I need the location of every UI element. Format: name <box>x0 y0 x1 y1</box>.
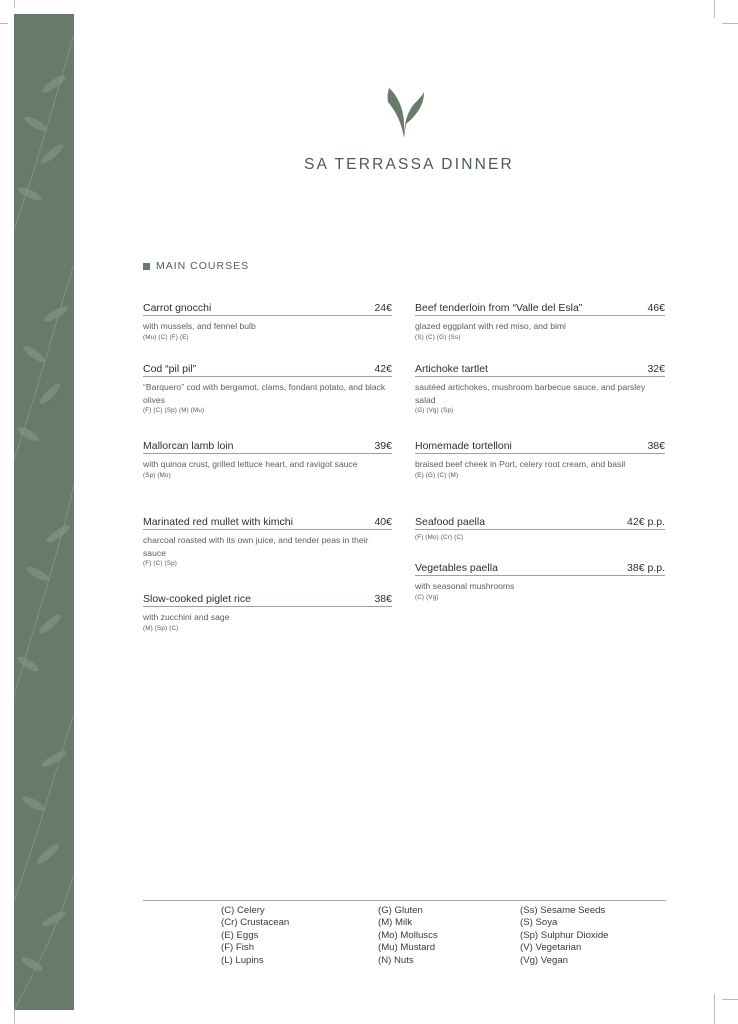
dish-price: 39€ <box>374 440 392 452</box>
dish-allergens: (E) (G) (C) (M) <box>415 471 459 479</box>
dish-item <box>415 363 665 414</box>
dish-item <box>143 440 392 479</box>
allergen-legend-col1 <box>221 905 289 967</box>
dish-allergens: (F) (Mo) (Cr) (C) <box>415 534 464 541</box>
crop-mark <box>714 994 715 1024</box>
allergen-legend-col3 <box>520 905 609 967</box>
dish-allergens: (C) (Vg) <box>415 593 439 601</box>
legend-item: (Vg) Vegan <box>520 954 569 966</box>
dish-allergens: (F) (C) (Sp) (M) (Mu) <box>143 407 205 414</box>
legend-item: (N) Nuts <box>378 954 414 966</box>
dish-price: 32€ <box>647 363 665 375</box>
legend-item: (Ss) Sesame Seeds <box>520 905 606 916</box>
dish-item <box>143 593 392 632</box>
dish-description: glazed eggplant with red miso, and bimi <box>415 321 566 331</box>
dish-item <box>415 516 665 541</box>
dish-name: Seafood paella <box>415 516 486 528</box>
leaf-pattern-icon <box>14 14 74 1010</box>
leaf-logo-icon <box>384 86 426 140</box>
dish-item <box>143 516 392 567</box>
legend-item: (E) Eggs <box>221 929 259 941</box>
dish-name: Vegetables paella <box>415 562 498 574</box>
dish-price: 38€ p.p. <box>627 562 665 574</box>
legend-item: (G) Gluten <box>378 905 423 916</box>
dish-name: Artichoke tartlet <box>415 363 488 375</box>
dish-allergens: (F) (C) (Sp) <box>143 560 178 567</box>
dish-item <box>143 302 392 341</box>
dish-item <box>415 302 665 341</box>
dish-allergens: (M) (Sp) (C) <box>143 624 179 632</box>
dish-description: with zucchini and sage <box>143 612 230 622</box>
dish-item <box>415 562 665 601</box>
allergen-legend-col2 <box>378 905 438 967</box>
section-title: MAIN COURSES <box>156 260 250 272</box>
crop-mark <box>722 23 738 24</box>
menu-title: SA TERRASSA DINNER <box>304 156 514 173</box>
dish-description: with seasonal mushrooms <box>415 581 515 591</box>
crop-mark <box>0 23 8 24</box>
legend-item: (Sp) Sulphur Dioxide <box>520 929 609 941</box>
dish-name: Cod “pil pil” <box>143 363 197 375</box>
dish-name: Homemade tortelloni <box>415 440 512 452</box>
dish-name: Slow-cooked piglet rice <box>143 593 251 605</box>
legend-item: (F) Fish <box>221 942 255 954</box>
legend-item: (M) Milk <box>378 917 413 929</box>
dish-description: charcoal roasted with its own juice, and tender peas in their sauce <box>143 535 369 558</box>
dish-price: 38€ <box>647 440 665 452</box>
dish-name: Mallorcan lamb loin <box>143 440 234 452</box>
dish-allergens: (Mu) (C) (F) (E) <box>143 333 189 341</box>
crop-mark <box>722 999 738 1000</box>
legend-item: (C) Celery <box>221 905 265 916</box>
dish-price: 24€ <box>374 302 392 314</box>
dish-item <box>143 363 392 414</box>
dish-name: Beef tenderloin from “Valle del Esla” <box>415 302 583 314</box>
crop-mark <box>14 1010 15 1024</box>
crop-mark <box>14 0 15 8</box>
crop-mark <box>714 0 715 18</box>
dish-description: sautéed artichokes, mushroom barbecue sauce, and parsley salad <box>415 382 646 405</box>
section-square-icon <box>143 263 150 270</box>
section-heading <box>143 260 249 272</box>
footer-divider <box>143 900 666 901</box>
dish-price: 38€ <box>374 593 392 605</box>
dish-item <box>415 440 665 479</box>
dish-description: with quinoa crust, grilled lettuce heart, and ravigot sauce <box>143 459 358 469</box>
legend-item: (Cr) Crustacean <box>221 917 290 929</box>
dish-description: with mussels, and fennel bulb <box>143 321 256 331</box>
legend-item: (Mo) Molluscs <box>378 929 438 941</box>
dish-description: braised beef cheek in Port, celery root cream, and basil <box>415 459 626 469</box>
legend-item: (L) Lupins <box>221 954 264 966</box>
dish-name: Marinated red mullet with kimchi <box>143 516 293 528</box>
dish-price: 46€ <box>647 302 665 314</box>
legend-item: (Mu) Mustard <box>378 942 436 954</box>
dish-name: Carrot gnocchi <box>143 302 212 314</box>
dish-allergens: (S) (C) (G) (Ss) <box>415 333 461 341</box>
dish-price: 42€ p.p. <box>627 516 665 528</box>
decorative-sidebar <box>14 14 74 1010</box>
dish-allergens: (G) (Vg) (Sp) <box>415 407 454 414</box>
dish-price: 40€ <box>374 516 392 528</box>
dish-allergens: (Sp) (Mo) <box>143 471 171 479</box>
legend-item: (S) Soya <box>520 917 558 929</box>
dish-description: “Barquero” cod with bergamot, clams, fondant potato, and black olives <box>143 382 386 405</box>
legend-item: (V) Vegetarian <box>520 942 582 954</box>
dish-price: 42€ <box>374 363 392 375</box>
